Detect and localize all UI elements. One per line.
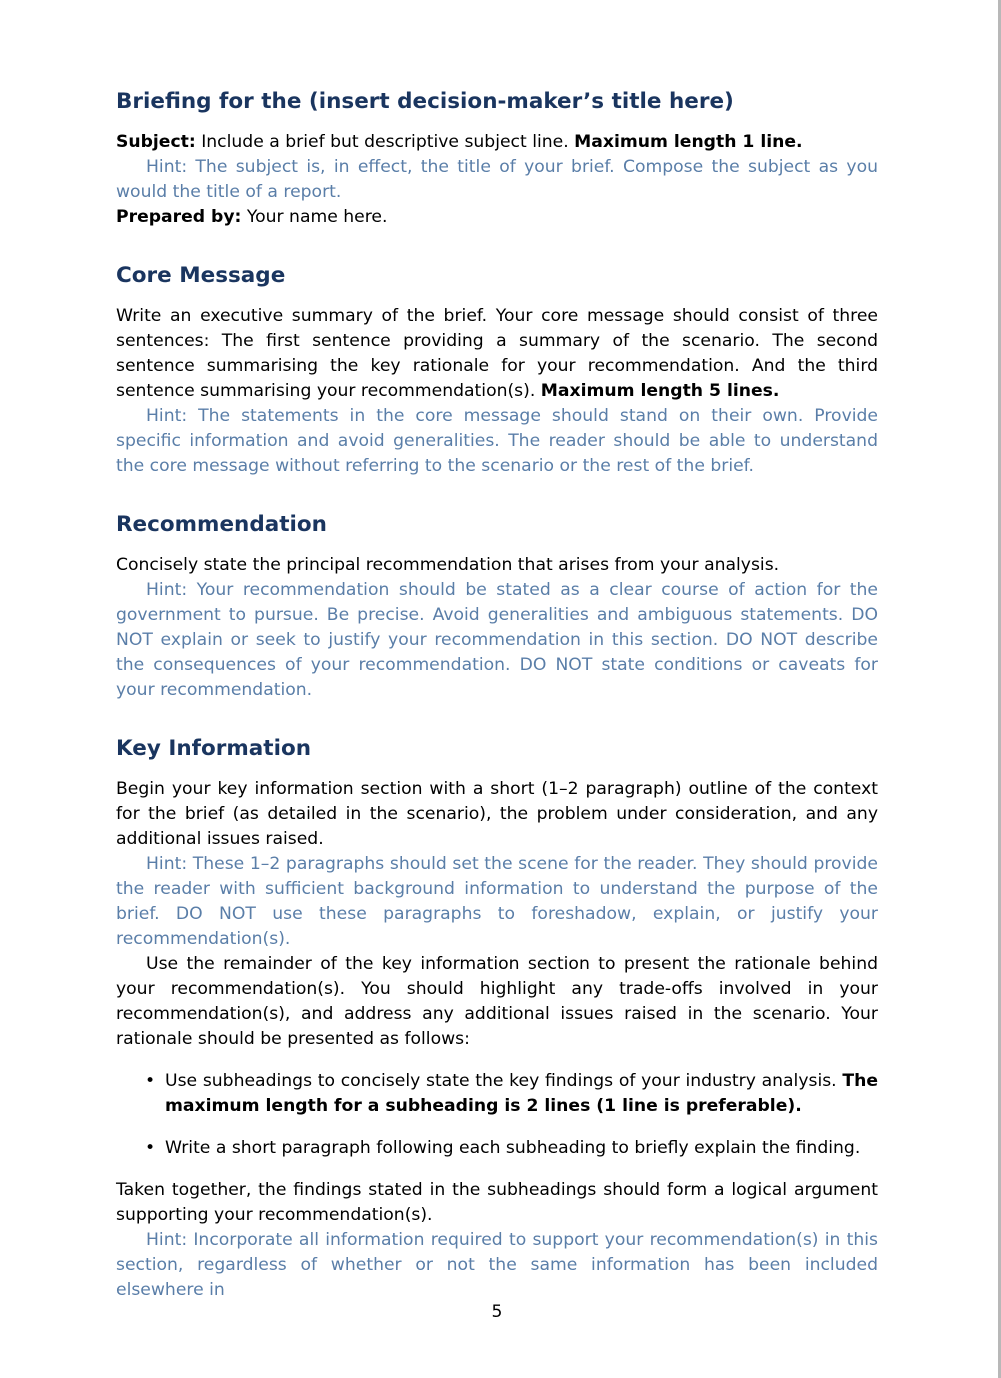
recommendation-hint: Hint: Your recommendation should be stated as a clear course of action for the government to pursue. Be precise. Avoid generalities and ambiguous statements. DO NOT explain or seek to justify your recommendation in this section. DO NOT describe the consequences of your recommendation. DO NOT state conditions or caveats for your recommendation. <box>116 580 878 700</box>
prepared-by-text: Your name here. <box>246 207 388 227</box>
subject-max-length: Maximum length 1 line. <box>574 132 803 152</box>
key-information-intro-hint: Hint: These 1–2 paragraphs should set the scene for the reader. They should provide the reader with sufficient background information to understand the purpose of the brief. DO NOT use these paragraphs to foreshadow, explain, or justify your recommendation(s). <box>116 854 878 949</box>
recommendation-heading: Recommendation <box>116 512 327 537</box>
key-information-final-hint: Hint: Incorporate all information required to support your recommendation(s) in this section, regardless of whether or not the same information has been included elsewhere in <box>116 1230 878 1300</box>
key-information-heading: Key Information <box>116 736 312 761</box>
brief-title: Briefing for the (insert decision-maker’s title here) <box>116 89 734 114</box>
core-message-heading: Core Message <box>116 263 286 288</box>
rationale-list <box>116 1069 878 1161</box>
core-message-hint: Hint: The statements in the core message should stand on their own. Provide specific information and avoid generalities. The reader should be able to understand the core message without referring to the scenario or the rest of the brief. <box>116 406 878 476</box>
document-page <box>116 88 878 1303</box>
key-information-intro: Begin your key information section with a short (1–2 paragraph) outline of the context for the brief (as detailed in the scenario), the problem under consideration, and any additional issues raised. <box>116 779 878 849</box>
list-item <box>165 1136 878 1161</box>
key-information-section <box>116 735 878 1303</box>
prepared-by-line <box>116 205 878 230</box>
core-message-body: Write an executive summary of the brief. Your core message should consist of three sentences: The first sentence providing a summary of the scenario. The second sentence summarising the key rationale for your recommendation. And the third sentence summarising your recommendation(s). <box>116 306 878 401</box>
subject-text: Include a brief but descriptive subject line. <box>201 132 569 152</box>
page-number: 5 <box>491 1302 503 1322</box>
key-information-remainder: Use the remainder of the key information section to present the rationale behind your recommendation(s). You should highlight any trade-offs involved in your recommendation(s), and address any additional issues raised in the scenario. Your rationale should be presented as follows: <box>116 954 878 1049</box>
recommendation-section <box>116 511 878 703</box>
subject-line <box>116 130 878 155</box>
key-information-together: Taken together, the findings stated in the subheadings should form a logical argument supporting your recommendation(s). <box>116 1180 878 1225</box>
core-message-section <box>116 262 878 479</box>
list-item <box>165 1069 878 1119</box>
bullet-1-bold: The maximum length for a subheading is 2 lines (1 line is preferable). <box>165 1071 878 1116</box>
recommendation-text: Concisely state the principal recommendation that arises from your analysis. <box>116 555 780 575</box>
core-message-text <box>116 304 878 404</box>
prepared-by-label: Prepared by: <box>116 207 242 227</box>
subject-hint: Hint: The subject is, in effect, the title of your brief. Compose the subject as you would the title of a report. <box>116 157 878 202</box>
bullet-2-text: Write a short paragraph following each subheading to briefly explain the finding. <box>165 1138 861 1158</box>
bullet-1-text: Use subheadings to concisely state the key findings of your industry analysis. <box>165 1071 837 1091</box>
core-message-max-length: Maximum length 5 lines. <box>540 381 780 401</box>
subject-label: Subject: <box>116 132 196 152</box>
